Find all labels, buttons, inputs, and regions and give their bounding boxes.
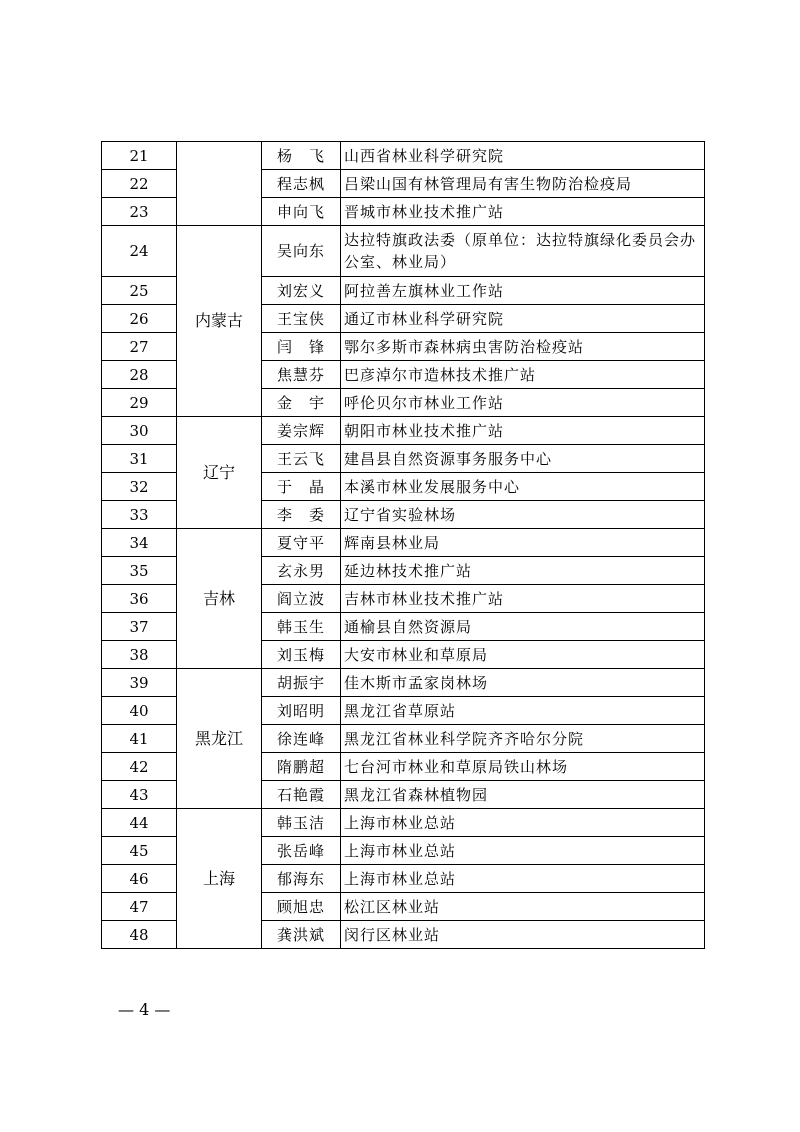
province-cell <box>177 142 262 226</box>
work-unit: 通榆县自然资源局 <box>341 613 705 641</box>
person-name: 王宝侠 <box>262 305 341 333</box>
table-row <box>102 417 705 445</box>
person-name: 申向飞 <box>262 198 341 226</box>
row-number: 36 <box>102 585 177 613</box>
work-unit: 闵行区林业站 <box>341 921 705 949</box>
person-name: 顾旭忠 <box>262 893 341 921</box>
row-number: 47 <box>102 893 177 921</box>
person-name: 焦慧芬 <box>262 361 341 389</box>
row-number: 33 <box>102 501 177 529</box>
person-name: 杨 飞 <box>262 142 341 170</box>
row-number: 29 <box>102 389 177 417</box>
work-unit: 达拉特旗政法委（原单位：达拉特旗绿化委员会办公室、林业局） <box>341 226 705 277</box>
work-unit: 吕梁山国有林管理局有害生物防治检疫局 <box>341 170 705 198</box>
work-unit: 鄂尔多斯市森林病虫害防治检疫站 <box>341 333 705 361</box>
row-number: 32 <box>102 473 177 501</box>
table-row <box>102 669 705 697</box>
row-number: 39 <box>102 669 177 697</box>
person-name: 夏守平 <box>262 529 341 557</box>
work-unit: 佳木斯市孟家岗林场 <box>341 669 705 697</box>
work-unit: 大安市林业和草原局 <box>341 641 705 669</box>
row-number: 34 <box>102 529 177 557</box>
work-unit: 巴彦淖尔市造林技术推广站 <box>341 361 705 389</box>
work-unit: 本溪市林业发展服务中心 <box>341 473 705 501</box>
row-number: 26 <box>102 305 177 333</box>
work-unit: 上海市林业总站 <box>341 809 705 837</box>
row-number: 35 <box>102 557 177 585</box>
table-row <box>102 529 705 557</box>
row-number: 48 <box>102 921 177 949</box>
person-name: 程志枫 <box>262 170 341 198</box>
row-number: 43 <box>102 781 177 809</box>
page-number: — 4 — <box>118 1000 171 1019</box>
row-number: 23 <box>102 198 177 226</box>
work-unit: 晋城市林业技术推广站 <box>341 198 705 226</box>
work-unit: 建昌县自然资源事务服务中心 <box>341 445 705 473</box>
work-unit: 呼伦贝尔市林业工作站 <box>341 389 705 417</box>
person-name: 阎立波 <box>262 585 341 613</box>
row-number: 22 <box>102 170 177 198</box>
row-number: 27 <box>102 333 177 361</box>
work-unit: 上海市林业总站 <box>341 865 705 893</box>
work-unit: 松江区林业站 <box>341 893 705 921</box>
person-name: 闫 锋 <box>262 333 341 361</box>
person-name: 刘昭明 <box>262 697 341 725</box>
person-name: 玄永男 <box>262 557 341 585</box>
person-name: 韩玉生 <box>262 613 341 641</box>
person-name: 郁海东 <box>262 865 341 893</box>
work-unit: 通辽市林业科学研究院 <box>341 305 705 333</box>
row-number: 30 <box>102 417 177 445</box>
person-name: 王云飞 <box>262 445 341 473</box>
work-unit: 辽宁省实验林场 <box>341 501 705 529</box>
row-number: 24 <box>102 226 177 277</box>
work-unit: 黑龙江省林业科学院齐齐哈尔分院 <box>341 725 705 753</box>
awardee-table <box>101 141 705 949</box>
person-name: 姜宗辉 <box>262 417 341 445</box>
person-name: 韩玉洁 <box>262 809 341 837</box>
row-number: 28 <box>102 361 177 389</box>
work-unit: 延边林技术推广站 <box>341 557 705 585</box>
row-number: 44 <box>102 809 177 837</box>
work-unit: 黑龙江省草原站 <box>341 697 705 725</box>
person-name: 吴向东 <box>262 226 341 277</box>
row-number: 25 <box>102 277 177 305</box>
row-number: 42 <box>102 753 177 781</box>
work-unit: 上海市林业总站 <box>341 837 705 865</box>
province-cell: 辽宁 <box>177 417 262 529</box>
person-name: 徐连峰 <box>262 725 341 753</box>
person-name: 龚洪斌 <box>262 921 341 949</box>
work-unit: 黑龙江省森林植物园 <box>341 781 705 809</box>
work-unit: 吉林市林业技术推广站 <box>341 585 705 613</box>
row-number: 46 <box>102 865 177 893</box>
work-unit: 山西省林业科学研究院 <box>341 142 705 170</box>
person-name: 隋鹏超 <box>262 753 341 781</box>
row-number: 37 <box>102 613 177 641</box>
province-cell: 内蒙古 <box>177 226 262 417</box>
table-row <box>102 809 705 837</box>
work-unit: 阿拉善左旗林业工作站 <box>341 277 705 305</box>
work-unit: 七台河市林业和草原局铁山林场 <box>341 753 705 781</box>
person-name: 李 委 <box>262 501 341 529</box>
province-cell: 吉林 <box>177 529 262 669</box>
row-number: 45 <box>102 837 177 865</box>
row-number: 31 <box>102 445 177 473</box>
person-name: 金 宇 <box>262 389 341 417</box>
work-unit: 辉南县林业局 <box>341 529 705 557</box>
row-number: 40 <box>102 697 177 725</box>
person-name: 石艳霞 <box>262 781 341 809</box>
work-unit: 朝阳市林业技术推广站 <box>341 417 705 445</box>
person-name: 刘玉梅 <box>262 641 341 669</box>
row-number: 41 <box>102 725 177 753</box>
table-row <box>102 142 705 170</box>
province-cell: 黑龙江 <box>177 669 262 809</box>
row-number: 21 <box>102 142 177 170</box>
person-name: 胡振宇 <box>262 669 341 697</box>
person-name: 刘宏义 <box>262 277 341 305</box>
person-name: 于 晶 <box>262 473 341 501</box>
table-row <box>102 226 705 277</box>
row-number: 38 <box>102 641 177 669</box>
province-cell: 上海 <box>177 809 262 949</box>
person-name: 张岳峰 <box>262 837 341 865</box>
